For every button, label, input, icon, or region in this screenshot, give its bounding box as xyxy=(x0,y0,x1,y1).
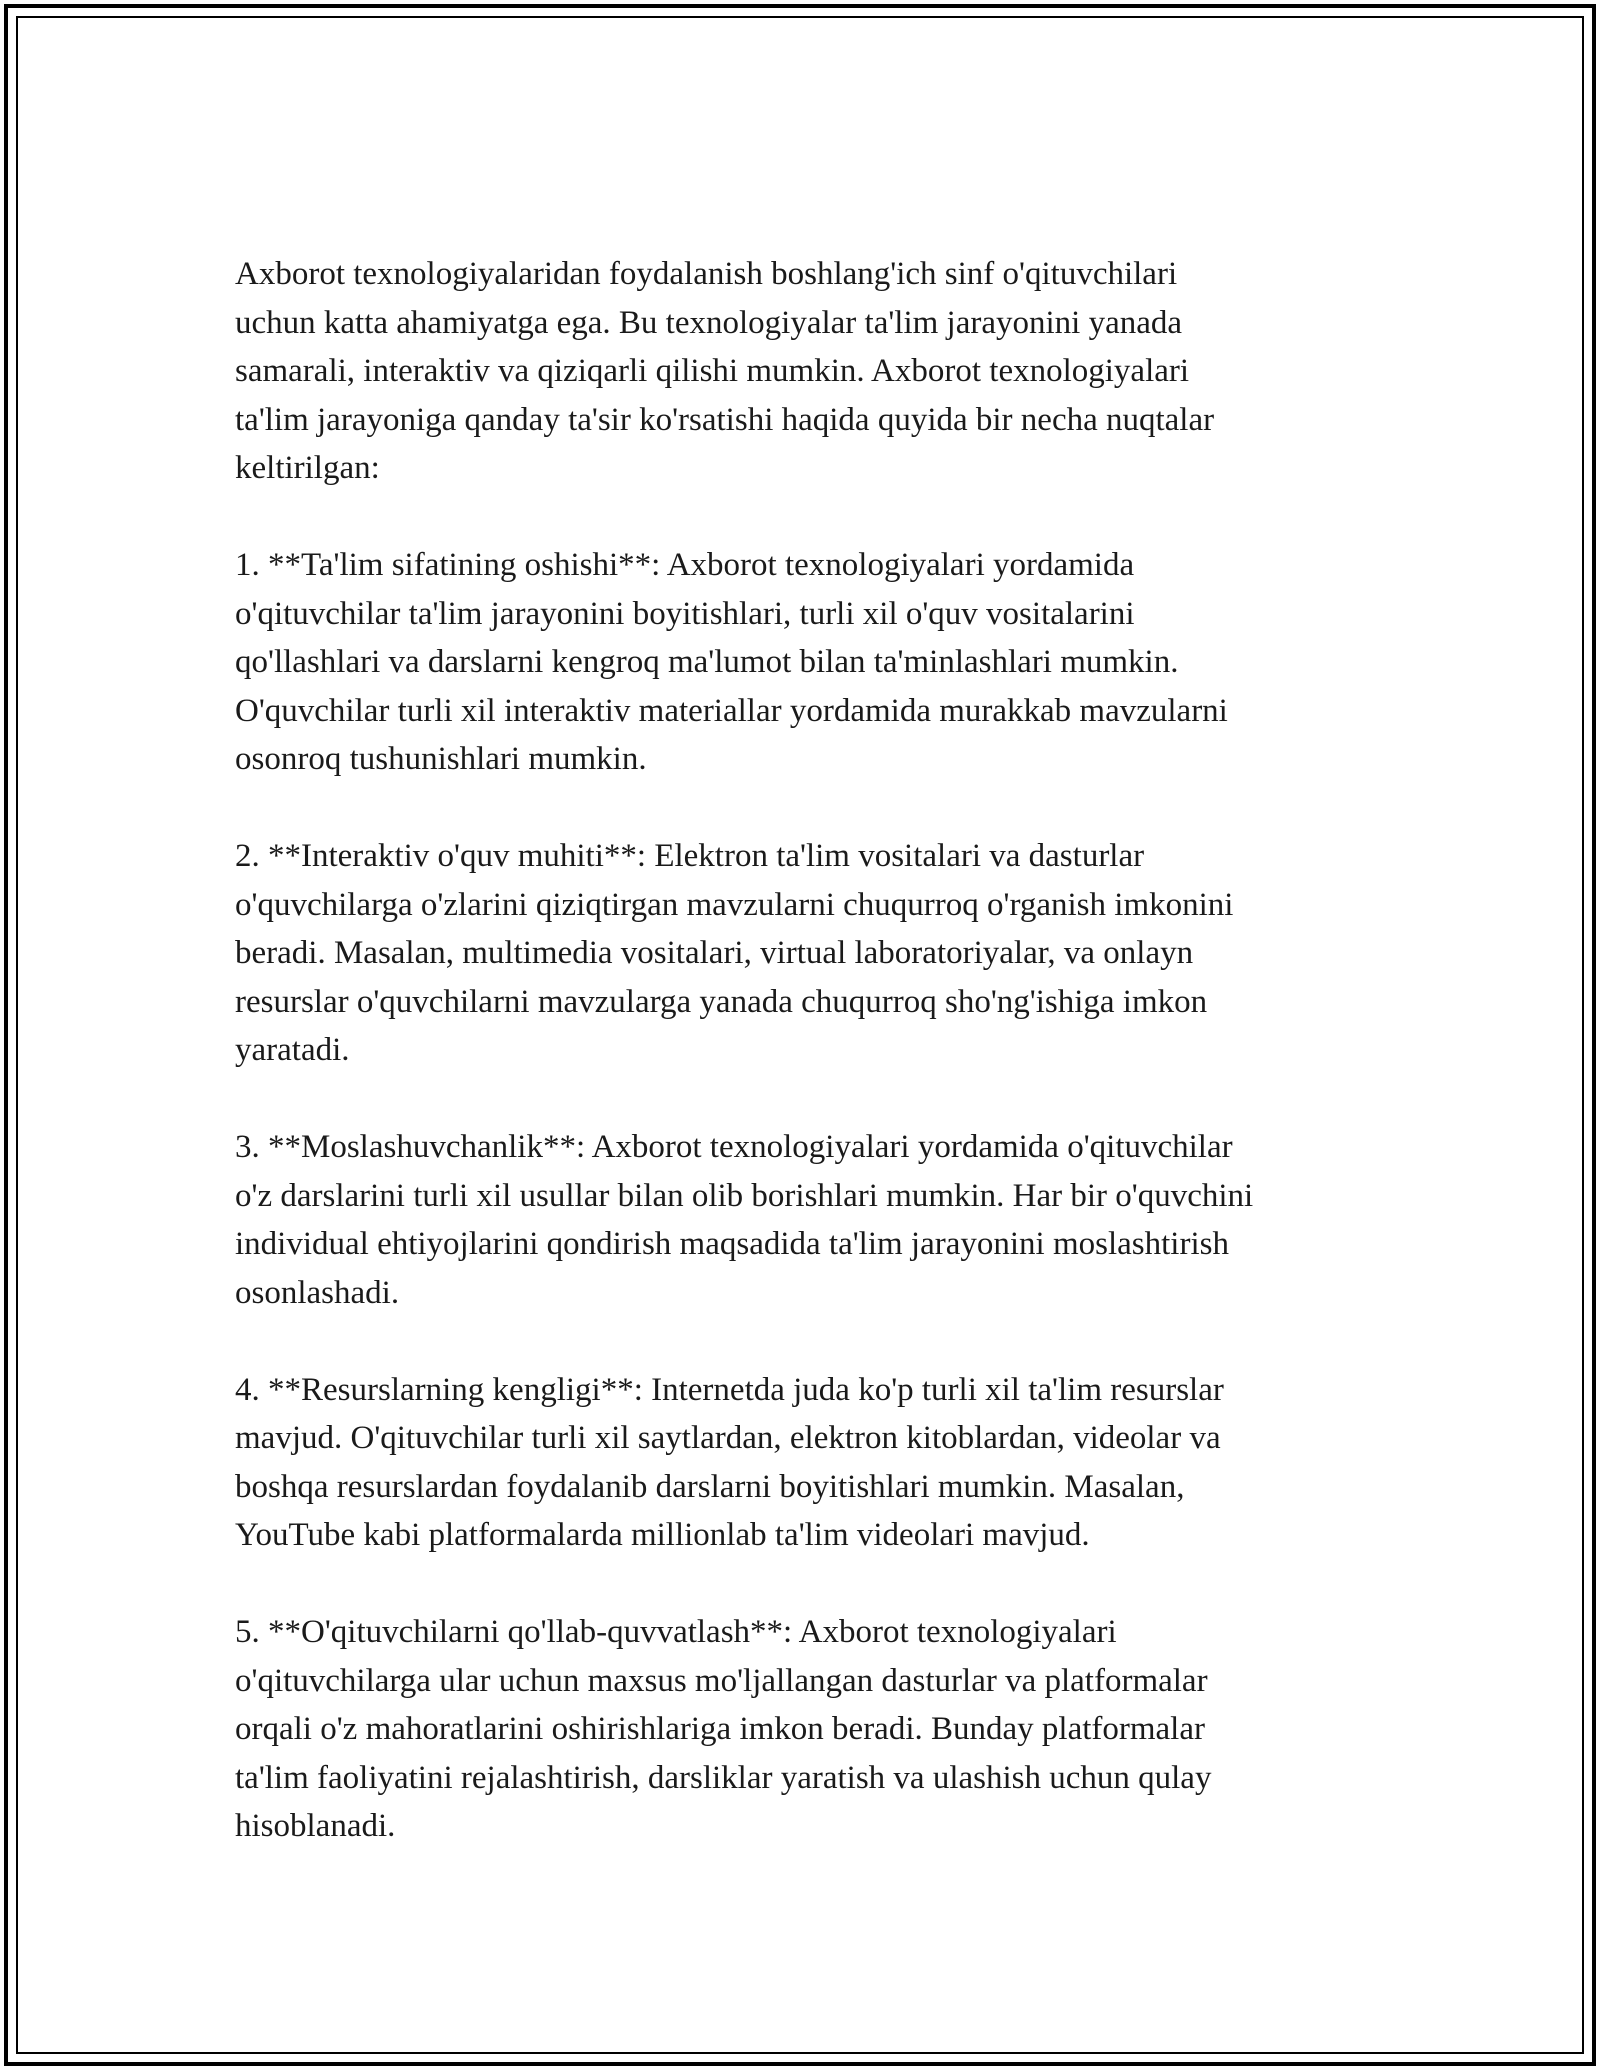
point-4-paragraph: 4. **Resurslarning kengligi**: Internetda juda ko'p turli xil ta'lim resurslar mavjud. O'qituvchilar turli xil saytlardan, elektron kitoblardan, videolar va boshqa resurslardan foydalanib darslarni boyitishlari mumkin. Masalan, YouTube kabi platformalarda millionlab ta'lim videolari mavjud. xyxy=(235,1371,1224,1553)
point-1-paragraph: 1. **Ta'lim sifatining oshishi**: Axborot texnologiyalari yordamida o'qituvchilar ta'lim jarayonini boyitishlari, turli xil o'quv vositalarini qo'llashlari va darslarni kengroq ma'lumot bilan ta'minlashlari mumkin. O'quvchilar turli xil interaktiv materiallar yordamida murakkab mavzularni osonroq tushunishlari mumkin. xyxy=(235,547,1228,777)
point-5-paragraph: 5. **O'qituvchilarni qo'llab-quvvatlash**: Axborot texnologiyalari o'qituvchilarga ular uchun maxsus mo'ljallangan dasturlar va platformalar orqali o'z mahoratlarini oshirishlariga imkon beradi. Bunday platformalar ta'lim faoliyatini rejalashtirish, darsliklar yaratish va ulashish uchun qulay hisoblanadi. xyxy=(235,1614,1212,1844)
point-2-paragraph: 2. **Interaktiv o'quv muhiti**: Elektron ta'lim vositalari va dasturlar o'quvchilarga o'zlarini qiziqtirgan mavzularni chuqurroq o'rganish imkonini beradi. Masalan, multimedia vositalari, virtual laboratoriyalar, va onlayn resurslar o'quvchilarni mavzularga yanada chuqurroq sho'ng'ishiga imkon yaratadi. xyxy=(235,838,1234,1068)
point-3-paragraph: 3. **Moslashuvchanlik**: Axborot texnologiyalari yordamida o'qituvchilar o'z darslarini turli xil usullar bilan olib borishlari mumkin. Har bir o'quvchini individual ehtiyojlarini qondirish maqsadida ta'lim jarayonini moslashtirish osonlashadi. xyxy=(235,1129,1254,1311)
intro-paragraph: Axborot texnologiyalaridan foydalanish boshlang'ich sinf o'qituvchilari uchun katta ahamiyatga ega. Bu texnologiyalar ta'lim jarayonini yanada samarali, interaktiv va qiziqarli qilishi mumkin. Axborot texnologiyalari ta'lim jarayoniga qanday ta'sir ko'rsatishi haqida quyida bir necha nuqtalar keltirilgan: xyxy=(235,256,1215,486)
document-body xyxy=(235,250,1385,1899)
